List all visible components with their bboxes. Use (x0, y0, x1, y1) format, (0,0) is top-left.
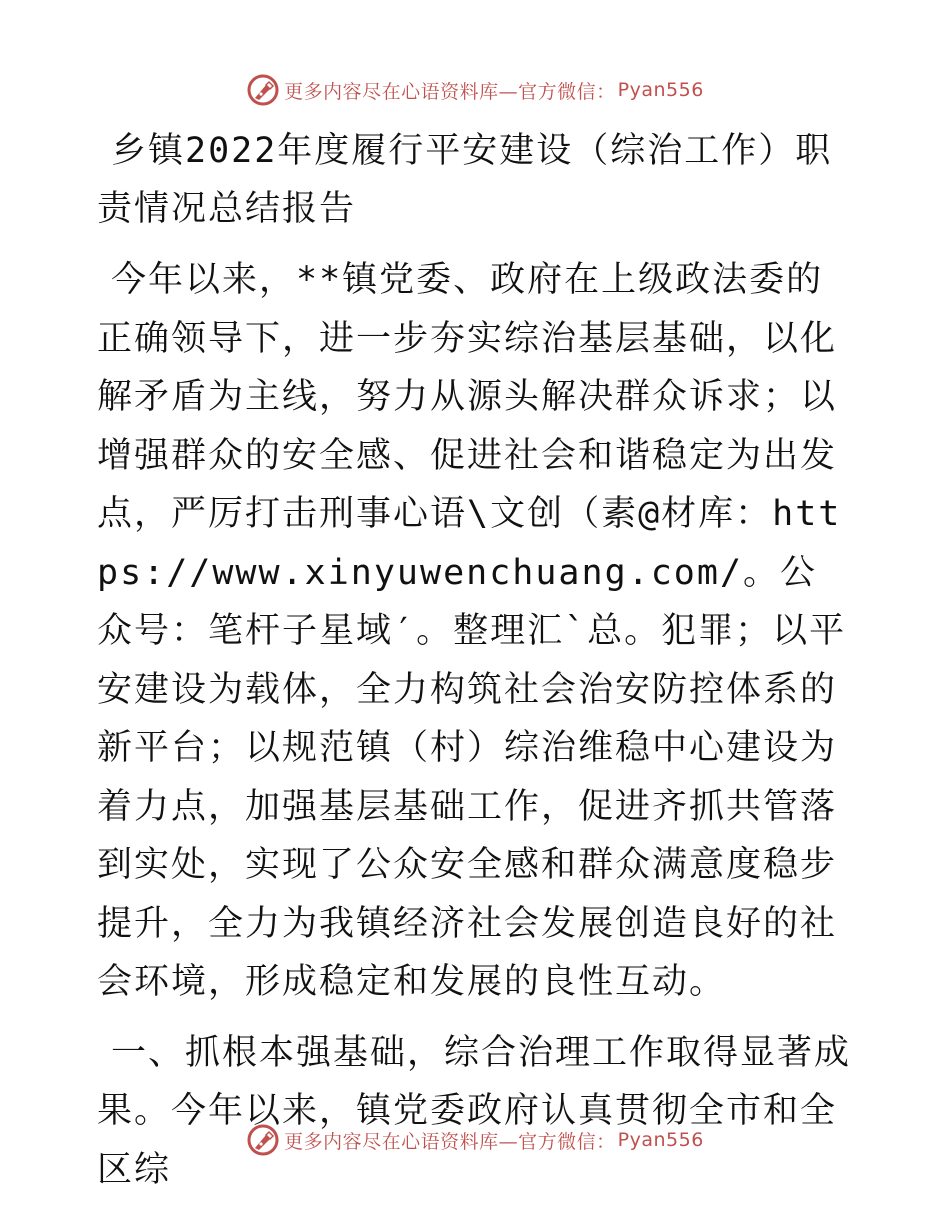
body-paragraph-section-1: 一、抓根本强基础，综合治理工作取得显著成果。今年以来，镇党委政府认真贯彻全市和全区综 (97, 1032, 852, 1190)
watermark-text: 更多内容尽在心语资料库—官方微信： (284, 1130, 616, 1153)
watermark-text: 更多内容尽在心语资料库—官方微信： (284, 80, 616, 103)
watermark-header (0, 70, 950, 110)
watermark-wechat-id: Pyan556 (617, 1129, 704, 1151)
pen-nib-logo-icon (246, 73, 280, 107)
document-title: 乡镇2022年度履行平安建设（综治工作）职责情况总结报告 (97, 131, 833, 229)
body-paragraph-intro: 今年以来，**镇党委、政府在上级政法委的正确领导下，进一步夯实综治基层基础，以化解矛盾为主线，努力从源头解决群众诉求；以增强群众的安全感、促进社会和谐稳定为出发点，严厉打击刑事心语\文创（素@材库：https://www.xinyuwenchuang.com/。公众号：笔杆子星域′。整理汇`总。犯罪；以平安建设为载体，全力构筑社会治安防控体系的新平台；以规范镇（村）综治维稳中心建设为着力点，加强基层基础工作，促进齐抓共管落到实处，实现了公众安全感和群众满意度稳步提升，全力为我镇经济社会发展创造良好的社会环境，形成稳定和发展的良性互动。 (97, 260, 847, 1002)
document-body (97, 122, 852, 1199)
watermark-footer (0, 1120, 950, 1160)
pen-nib-logo-icon (246, 1123, 280, 1157)
watermark-wechat-id: Pyan556 (617, 79, 704, 101)
